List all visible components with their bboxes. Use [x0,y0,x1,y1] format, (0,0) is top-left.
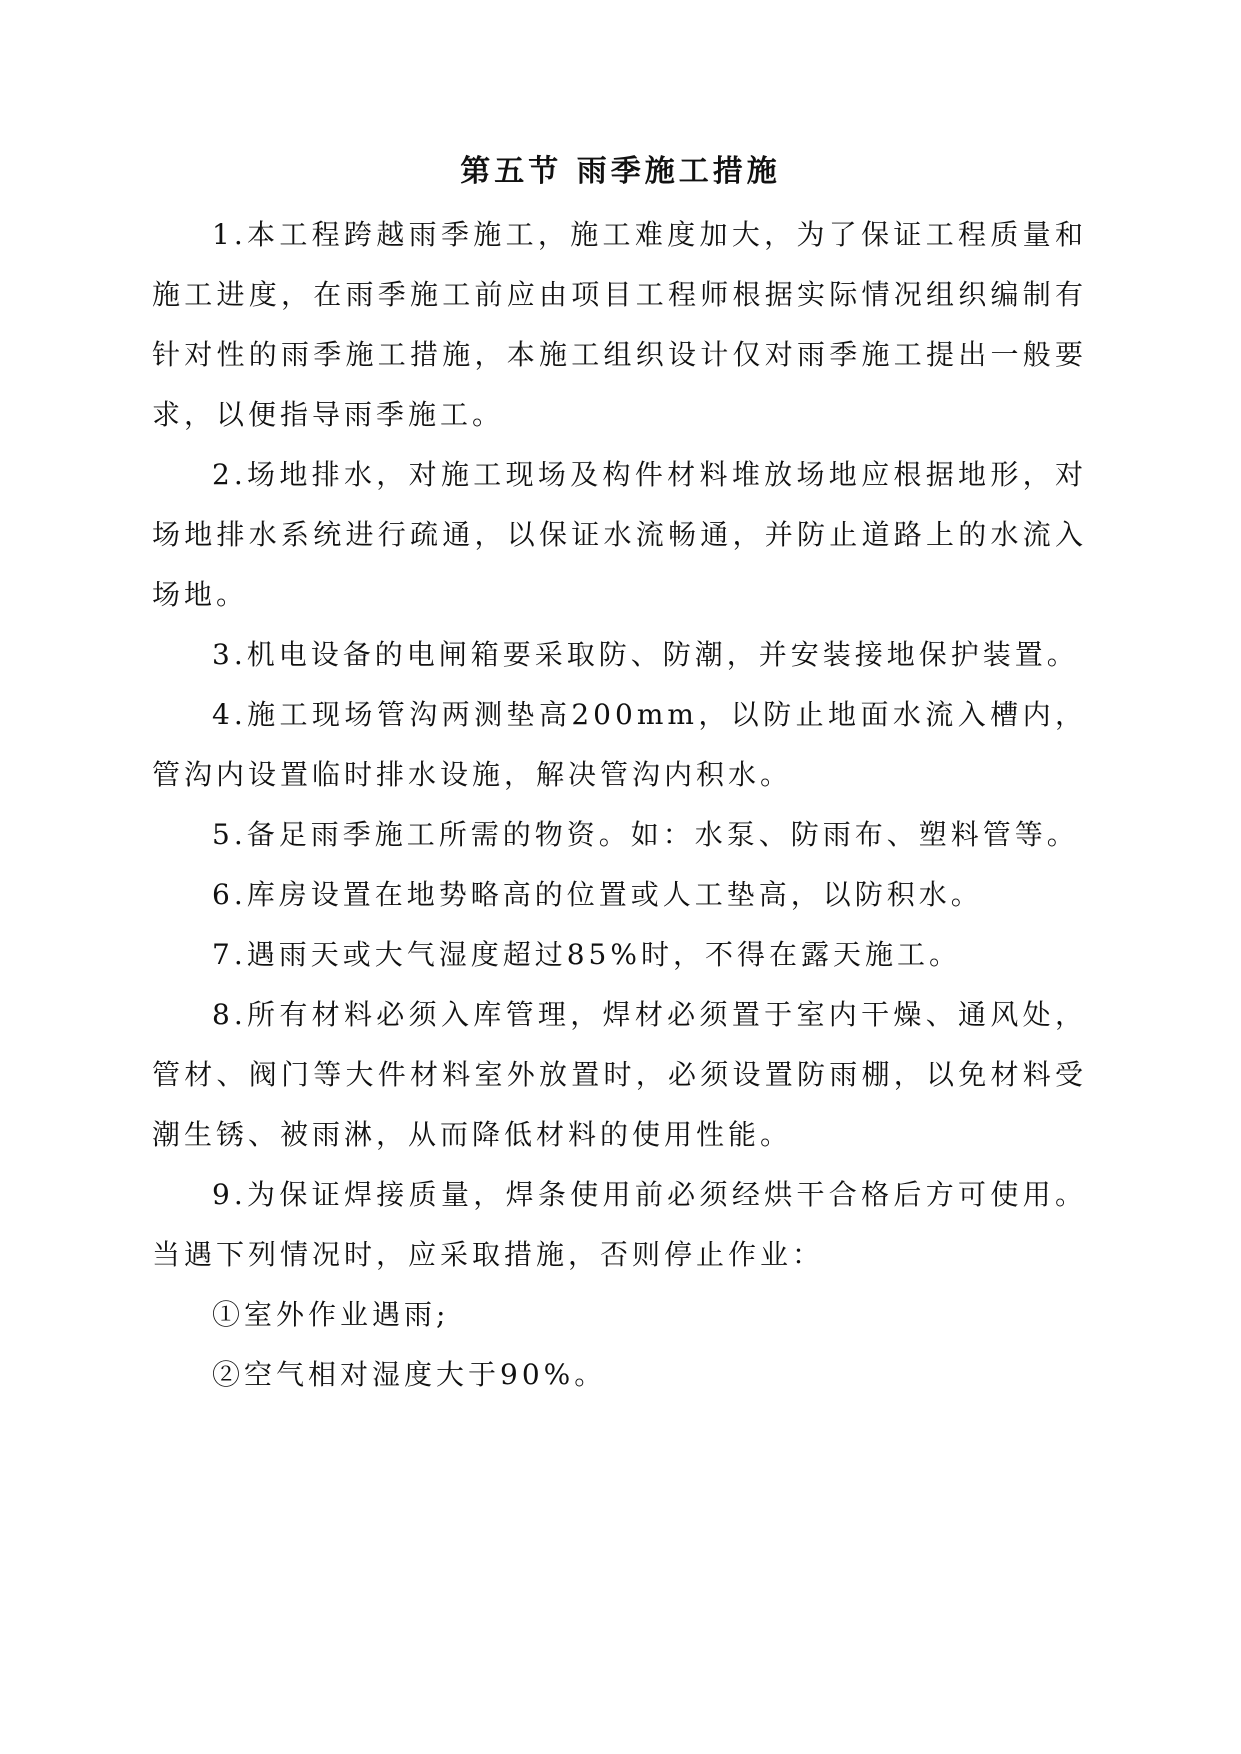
paragraph-7: 7.遇雨天或大气湿度超过85%时，不得在露天施工。 [212,938,961,971]
paragraph-3: 3.机电设备的电闸箱要采取防、防潮，并安装接地保护装置。 [212,638,1079,671]
paragraph-2: 2.场地排水，对施工现场及构件材料堆放场地应根据地形，对场地排水系统进行疏通，以保证水流畅通，并防止道路上的水流入场地。 [152,458,1087,611]
paragraph-5: 5.备足雨季施工所需的物资。如：水泵、防雨布、塑料管等。 [212,818,1079,851]
section-title: 第五节 雨季施工措施 [460,154,781,189]
paragraph-1: 1.本工程跨越雨季施工，施工难度加大，为了保证工程质量和施工进度，在雨季施工前应由项目工程师根据实际情况组织编制有针对性的雨季施工措施，本施工组织设计仅对雨季施工提出一般要求，以便指导雨季施工。 [152,218,1087,431]
paragraph-8: 8.所有材料必须入库管理，焊材必须置于室内干燥、通风处，管材、阀门等大件材料室外放置时，必须设置防雨棚，以免材料受潮生锈、被雨淋，从而降低材料的使用性能。 [152,998,1087,1151]
list-item-2: ②空气相对湿度大于90%。 [212,1358,607,1391]
paragraph-6: 6.库房设置在地势略高的位置或人工垫高，以防积水。 [212,878,983,911]
list-item-1: ①室外作业遇雨; [212,1298,450,1331]
document-body [152,205,1087,1405]
paragraph-4: 4.施工现场管沟两测垫高200mm，以防止地面水流入槽内，管沟内设置临时排水设施，解决管沟内积水。 [152,698,1087,791]
paragraph-9: 9.为保证焊接质量，焊条使用前必须经烘干合格后方可使用。当遇下列情况时，应采取措施，否则停止作业： [152,1178,1087,1271]
